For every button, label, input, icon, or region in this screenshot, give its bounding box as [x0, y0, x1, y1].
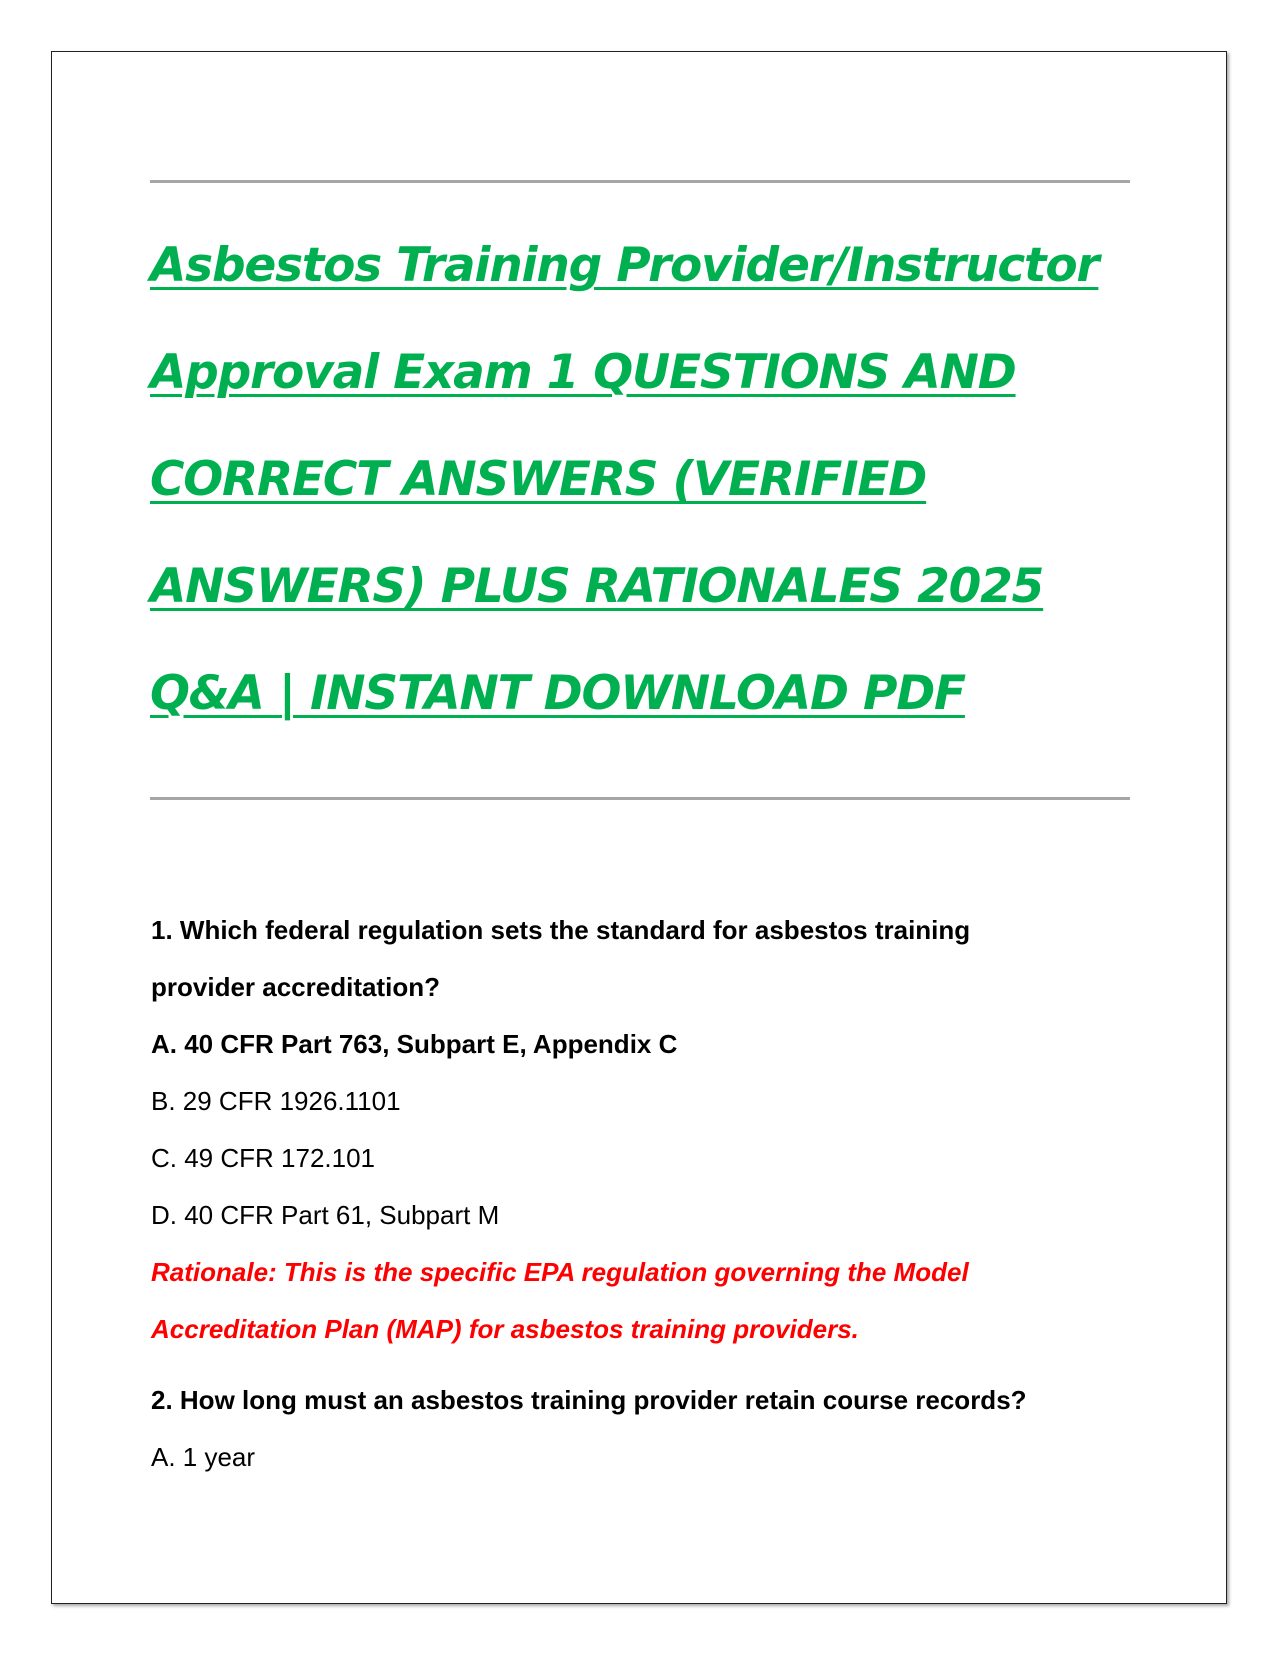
- question-1-option-a-correct: A. 40 CFR Part 763, Subpart E, Appendix C: [151, 1029, 678, 1059]
- question-2-option-a: A. 1 year: [151, 1442, 256, 1472]
- question-1-rationale-line-2: Accreditation Plan (MAP) for asbestos training providers.: [151, 1314, 859, 1344]
- question-1-text-line-2: provider accreditation?: [151, 972, 440, 1002]
- question-1-option-b: B. 29 CFR 1926.1101: [151, 1086, 401, 1116]
- document-title: Asbestos Training Provider/Instructor Approval Exam 1 QUESTIONS AND CORRECT ANSWERS (VERIFIED ANSWERS) PLUS RATIONALES 2025 Q&A | INSTANT DOWNLOAD PDF: [150, 238, 1099, 721]
- top-divider: [150, 180, 1130, 183]
- question-1-text-line-1: 1. Which federal regulation sets the standard for asbestos training: [151, 915, 971, 945]
- question-2-text: 2. How long must an asbestos training provider retain course records?: [151, 1385, 1027, 1415]
- question-1-rationale-line-1: Rationale: This is the specific EPA regulation governing the Model: [151, 1257, 969, 1287]
- question-1-option-d: D. 40 CFR Part 61, Subpart M: [151, 1200, 500, 1230]
- bottom-divider: [150, 797, 1130, 800]
- question-1-option-c: C. 49 CFR 172.101: [151, 1143, 376, 1173]
